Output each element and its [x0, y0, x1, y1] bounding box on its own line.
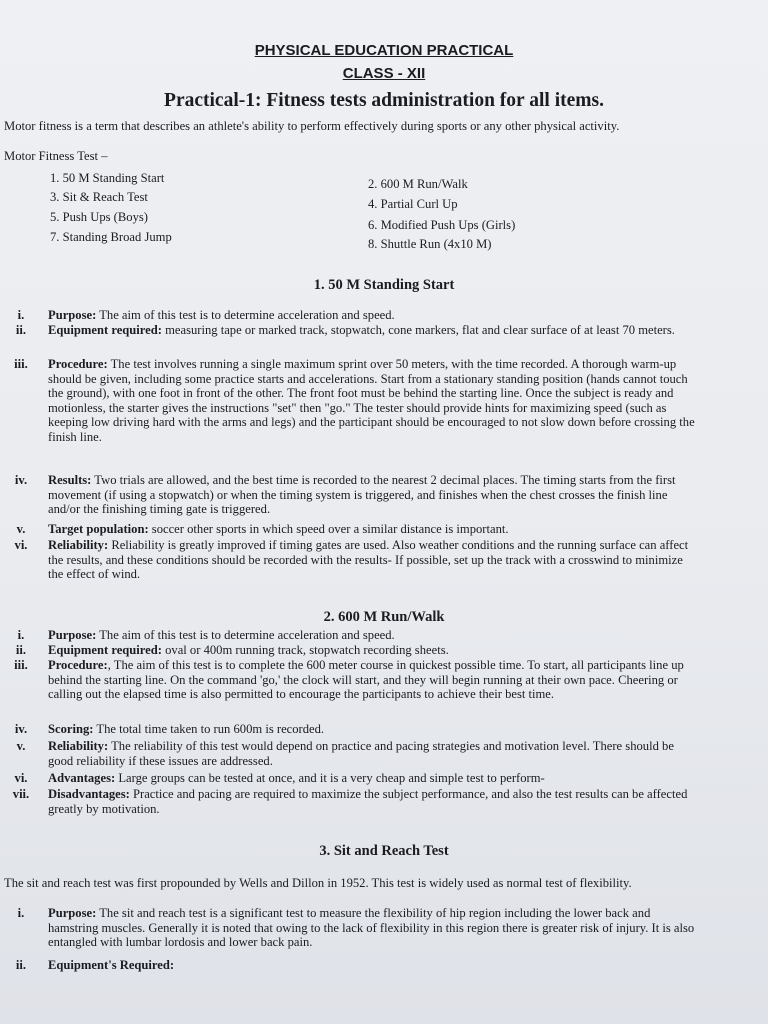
motor-fitness-list-label: Motor Fitness Test –	[4, 149, 108, 163]
item-number: iv.	[14, 722, 28, 736]
item-text: measuring tape or marked track, stopwatch, cone markers, flat and clear surface of at least 70 meters.	[161, 323, 675, 337]
item-label: Advantages:	[48, 771, 116, 785]
item-number: iv.	[14, 473, 28, 487]
item-number: ii.	[15, 323, 27, 337]
section-item	[48, 739, 698, 768]
item-number: v.	[16, 522, 26, 536]
item-label: Scoring:	[48, 722, 94, 736]
section-item	[48, 323, 698, 338]
section-item	[48, 522, 698, 537]
item-text: The aim of this test is to determine acceleration and speed.	[96, 308, 395, 322]
section-heading: 2. 600 M Run/Walk	[323, 609, 445, 625]
section-item	[48, 658, 698, 702]
section-item	[48, 906, 698, 950]
item-label: Procedure:	[48, 357, 108, 371]
section-intro: The sit and reach test was first propounded by Wells and Dillon in 1952. This test is widely used as normal test of flexibility.	[4, 876, 632, 890]
fitness-test-item: 5. Push Ups (Boys)	[50, 210, 148, 224]
item-label: Disadvantages:	[48, 787, 130, 801]
fitness-test-item: 7. Standing Broad Jump	[50, 230, 172, 244]
section-item	[48, 958, 698, 973]
item-text: Large groups can be tested at once, and it is a very cheap and simple test to perform-	[115, 771, 545, 785]
item-label: Equipment required:	[48, 643, 162, 657]
item-label: Procedure:	[48, 658, 108, 672]
item-number: v.	[16, 739, 26, 753]
item-number: i.	[17, 628, 25, 642]
section-item	[48, 771, 698, 786]
item-text: The total time taken to run 600m is recorded.	[93, 722, 325, 736]
section-item	[48, 538, 698, 582]
item-number: i.	[17, 906, 25, 920]
item-number: ii.	[15, 958, 27, 972]
section-heading: 3. Sit and Reach Test	[319, 843, 449, 859]
item-number: vi.	[14, 538, 28, 552]
item-label: Purpose:	[48, 628, 97, 642]
item-number: ii.	[15, 643, 27, 657]
item-label: Results:	[48, 473, 92, 487]
item-label: Equipment's Required:	[48, 958, 175, 972]
fitness-test-item: 8. Shuttle Run (4x10 M)	[368, 237, 492, 251]
item-number: vii.	[12, 787, 30, 801]
item-text: Reliability is greatly improved if timing gates are used. Also weather conditions and the running surface can affect the results, and these conditions should be recorded with the results- If possible, set up the track with a crosswind to minimize the effect of wind.	[48, 538, 689, 582]
section-item	[48, 628, 698, 643]
item-label: Equipment required:	[48, 323, 162, 337]
motor-fitness-definition: Motor fitness is a term that describes an athlete's ability to perform effectively during sports or any other physical activity.	[4, 119, 620, 133]
item-label: Reliability:	[48, 538, 109, 552]
section-item	[48, 357, 698, 445]
section-item	[48, 722, 698, 737]
item-label: Purpose:	[48, 308, 97, 322]
item-number: iii.	[14, 357, 28, 371]
fitness-test-item: 1. 50 M Standing Start	[50, 171, 165, 185]
fitness-test-item: 2. 600 M Run/Walk	[368, 177, 468, 191]
item-text: Two trials are allowed, and the best time is recorded to the nearest 2 decimal places. The timing starts from the first movement (if using a stopwatch) or when the timing system is triggered, and finishes when the chest crosses the finish line and/or the finishing timing gate is triggered.	[48, 473, 676, 517]
item-text: soccer other sports in which speed over a similar distance is important.	[148, 522, 509, 536]
item-number: iii.	[14, 658, 28, 672]
item-text: oval or 400m running track, stopwatch recording sheets.	[161, 643, 449, 657]
item-label: Target population:	[48, 522, 149, 536]
fitness-test-item: 6. Modified Push Ups (Girls)	[368, 218, 516, 232]
item-text: Practice and pacing are required to maximize the subject performance, and also the test results can be affected greatly by motivation.	[48, 787, 688, 816]
item-text: , The aim of this test is to complete the 600 meter course in quickest possible time. To start, all participants line up behind the starting line. On the command 'go,' the clock will start, and they will begin running at their own pace. Cheering or calling out the elapsed time is also permitted to encourage the participants to achieve their best time.	[48, 658, 684, 702]
section-item	[48, 643, 698, 658]
section-item	[48, 473, 698, 517]
item-text: The aim of this test is to determine acceleration and speed.	[96, 628, 395, 642]
section-item	[48, 787, 698, 816]
fitness-test-item: 4. Partial Curl Up	[368, 197, 458, 211]
practical-title: Practical-1: Fitness tests administration for all items.	[164, 90, 604, 111]
class-label: CLASS - XII	[342, 65, 426, 82]
item-text: The test involves running a single maximum sprint over 50 meters, with the time recorded. A thorough warm-up should be given, including some practice starts and accelerations. Start from a stationary standing position (hands cannot touch the ground), with one foot in front of the other. The front foot must be behind the starting line. Once the subject is ready and motionless, the starter gives the instructions "set" then "go." The tester should provide hints for maximizing speed (such as keeping low driving hard with the arms and legs) and the participant should be encouraged to not slow down before crossing the finish line.	[48, 357, 695, 444]
item-label: Purpose:	[48, 906, 97, 920]
item-text: The sit and reach test is a significant test to measure the flexibility of hip region including the lower back and hamstring muscles. Generally it is noted that owing to the lack of flexibility in this region there is greater risk of injury. It is also entangled with lumbar lordosis and lower back pain.	[48, 906, 695, 950]
item-number: vi.	[14, 771, 28, 785]
document-title: PHYSICAL EDUCATION PRACTICAL	[254, 42, 514, 59]
fitness-test-item: 3. Sit & Reach Test	[50, 190, 148, 204]
item-label: Reliability:	[48, 739, 109, 753]
item-number: i.	[17, 308, 25, 322]
section-item	[48, 308, 698, 323]
section-heading: 1. 50 M Standing Start	[313, 277, 455, 293]
item-text: The reliability of this test would depend on practice and pacing strategies and motivation level. There should be good reliability if these issues are addressed.	[48, 739, 674, 768]
